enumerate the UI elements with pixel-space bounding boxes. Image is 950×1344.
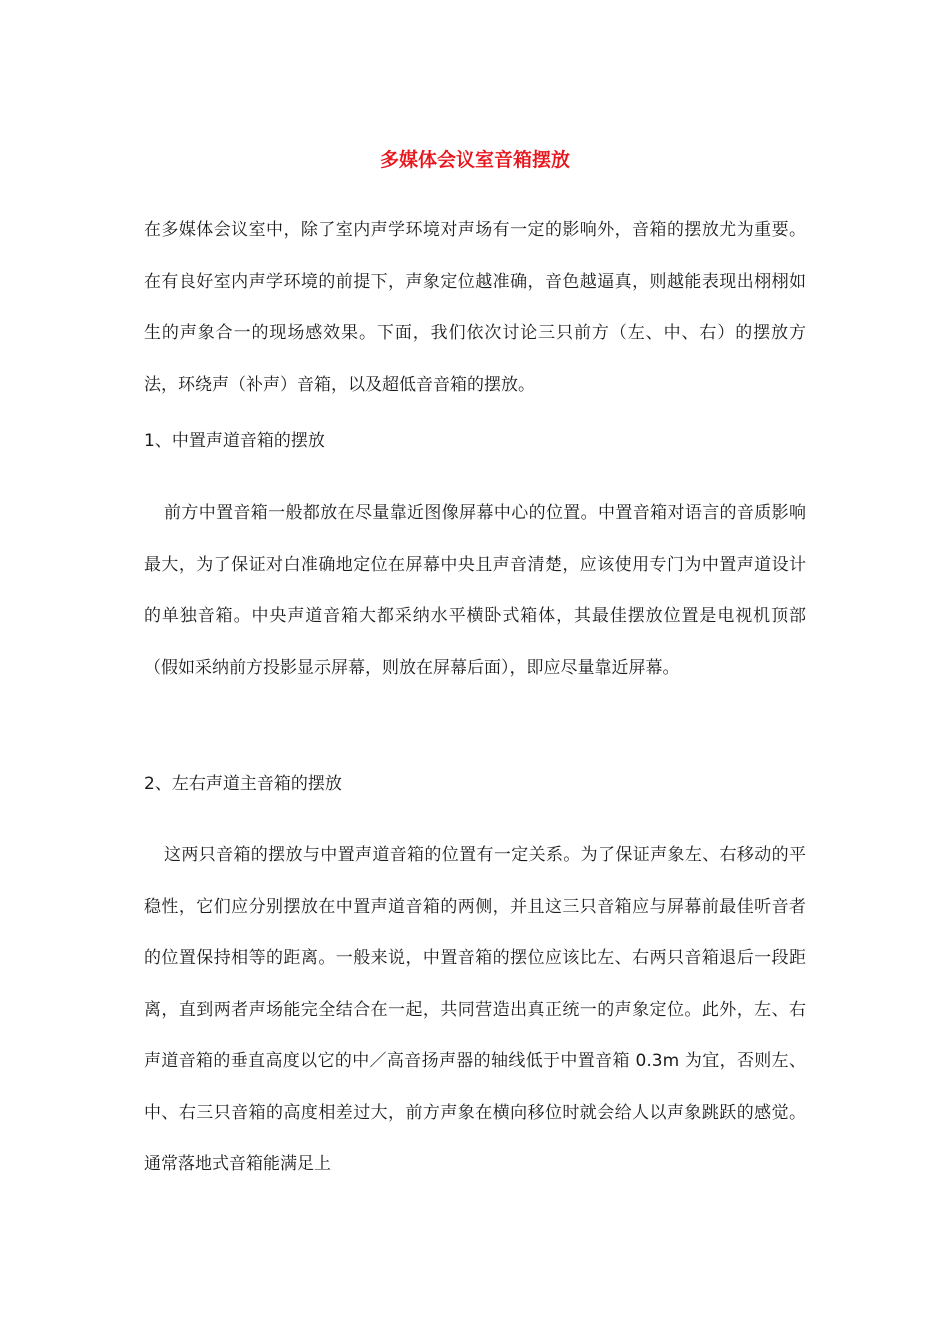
- intro-paragraph: 在多媒体会议室中，除了室内声学环境对声场有一定的影响外，音箱的摆放尤为重要。在有良好室内声学环境的前提下，声象定位越准确，音色越逼真，则越能表现出栩栩如生的声象合一的现场感效果。下面，我们依次讨论三只前方（左、中、右）的摆放方法，环绕声（补声）音箱，以及超低音音箱的摆放。: [144, 220, 806, 395]
- section-body-center-speaker: 前方中置音箱一般都放在尽量靠近图像屏幕中心的位置。中置音箱对语言的音质影响最大，为了保证对白准确地定位在屏幕中央且声音清楚，应该使用专门为中置声道设计的单独音箱。中央声道音箱大都采纳水平横卧式箱体，其最佳摆放位置是电视机顶部（假如采纳前方投影显示屏幕，则放在屏幕后面），即应尽量靠近屏幕。: [144, 503, 806, 678]
- section-body-left-right-speakers: 这两只音箱的摆放与中置声道音箱的位置有一定关系。为了保证声象左、右移动的平稳性，它们应分别摆放在中置声道音箱的两侧，并且这三只音箱应与屏幕前最佳听音者的位置保持相等的距离。一般来说，中置音箱的摆位应该比左、右两只音箱退后一段距离，直到两者声场能完全结合在一起，共同营造出真正统一的声象定位。此外，左、右声道音箱的垂直高度以它的中／高音扬声器的轴线低于中置音箱 0.3m 为宜，否则左、中、右三只音箱的高度相差过大，前方声象在横向移位时就会给人以声象跳跃的感觉。通常落地式音箱能满足上: [144, 845, 806, 1174]
- document-title: 多媒体会议室音箱摆放: [379, 149, 570, 171]
- section-heading-center-speaker: 1、中置声道音箱的摆放: [144, 431, 325, 451]
- section-heading-left-right-speakers: 2、左右声道主音箱的摆放: [144, 774, 342, 794]
